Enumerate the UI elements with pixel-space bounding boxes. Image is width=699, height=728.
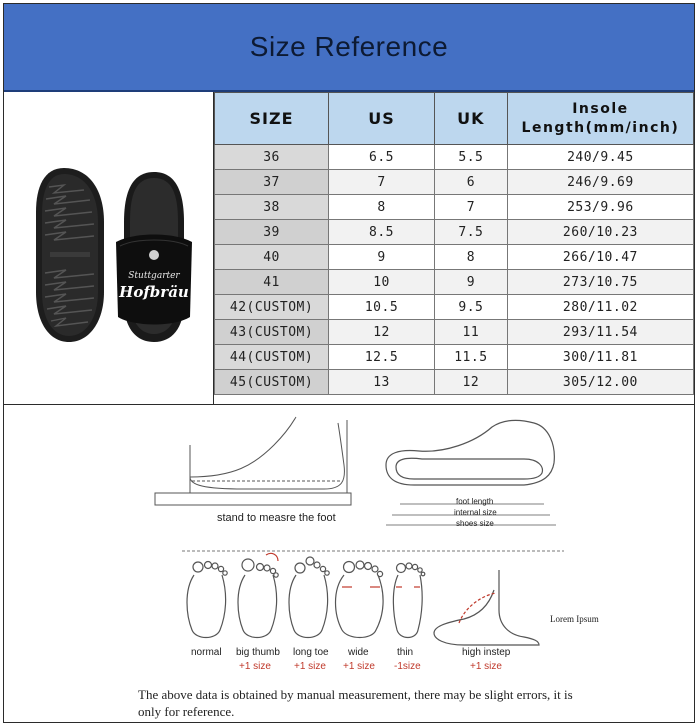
high-instep-foot-icon <box>434 570 539 645</box>
foot-length-label: foot length <box>456 497 494 506</box>
cell-length: 260/10.23 <box>507 220 693 245</box>
adjust-wide: +1 size <box>343 661 375 672</box>
header-us: US <box>329 93 435 145</box>
cell-size: 36 <box>215 145 329 170</box>
cell-uk: 9.5 <box>434 295 507 320</box>
cell-length: 280/11.02 <box>507 295 693 320</box>
stand-caption: stand to measre the foot <box>217 512 336 524</box>
long-toe-foot-icon <box>289 557 329 638</box>
cell-uk: 11.5 <box>434 345 507 370</box>
cell-length: 273/10.75 <box>507 270 693 295</box>
cell-length: 266/10.47 <box>507 245 693 270</box>
lorem-label: Lorem Ipsum <box>550 614 599 624</box>
cell-us: 12 <box>329 320 435 345</box>
cell-length: 293/11.54 <box>507 320 693 345</box>
cell-size: 40 <box>215 245 329 270</box>
type-big-thumb: big thumb <box>236 647 280 658</box>
table-row <box>215 270 694 295</box>
header-size: SIZE <box>215 93 329 145</box>
slide-image <box>116 172 192 342</box>
cell-us: 6.5 <box>329 145 435 170</box>
cell-uk: 5.5 <box>434 145 507 170</box>
cell-us: 7 <box>329 170 435 195</box>
cell-size: 42(CUSTOM) <box>215 295 329 320</box>
cell-us: 8 <box>329 195 435 220</box>
type-thin: thin <box>397 647 414 658</box>
type-wide: wide <box>348 647 369 658</box>
cell-length: 240/9.45 <box>507 145 693 170</box>
table-row <box>215 345 694 370</box>
cell-size: 38 <box>215 195 329 220</box>
cell-length: 246/9.69 <box>507 170 693 195</box>
measurement-guide <box>4 405 694 722</box>
table-row <box>215 170 694 195</box>
cell-length: 305/12.00 <box>507 370 693 395</box>
adjust-big-thumb: +1 size <box>239 661 271 672</box>
guide-illustrations <box>4 405 694 722</box>
cell-us: 12.5 <box>329 345 435 370</box>
disclaimer-note: The above data is obtained by manual measurement, there may be slight errors, it is only for reference. <box>138 687 573 719</box>
header-uk: UK <box>434 93 507 145</box>
header-insole-line2: Length(mm/inch) <box>521 119 680 136</box>
slipper-illustration <box>4 92 214 404</box>
table-row <box>215 145 694 170</box>
type-high-instep: high instep <box>462 647 511 658</box>
cell-us: 10 <box>329 270 435 295</box>
size-table <box>214 92 694 395</box>
big-thumb-foot-icon <box>238 553 278 637</box>
wide-foot-icon <box>336 561 384 638</box>
adjust-thin: -1size <box>394 661 421 672</box>
table-row <box>215 370 694 395</box>
table-header-row <box>215 93 694 145</box>
brand-line-1: Stuttgarter <box>128 271 180 281</box>
cell-uk: 8 <box>434 245 507 270</box>
cell-us: 13 <box>329 370 435 395</box>
cell-uk: 9 <box>434 270 507 295</box>
cell-uk: 12 <box>434 370 507 395</box>
type-normal: normal <box>191 647 222 658</box>
cell-uk: 7.5 <box>434 220 507 245</box>
thin-foot-icon <box>393 563 424 638</box>
header-insole-line1: Insole <box>572 100 629 117</box>
table-row <box>215 220 694 245</box>
cell-size: 43(CUSTOM) <box>215 320 329 345</box>
cell-uk: 7 <box>434 195 507 220</box>
cell-us: 10.5 <box>329 295 435 320</box>
table-row <box>215 195 694 220</box>
internal-size-label: internal size <box>454 508 497 517</box>
type-long-toe: long toe <box>293 647 329 658</box>
table-row <box>215 320 694 345</box>
table-row <box>215 245 694 270</box>
cell-size: 37 <box>215 170 329 195</box>
size-chart-frame <box>3 3 695 723</box>
header-insole <box>507 93 693 145</box>
cell-uk: 6 <box>434 170 507 195</box>
header-banner <box>4 4 694 92</box>
cell-us: 8.5 <box>329 220 435 245</box>
stand-foot-icon <box>155 417 351 505</box>
cell-size: 45(CUSTOM) <box>215 370 329 395</box>
adjust-high-instep: +1 size <box>470 661 502 672</box>
cell-us: 9 <box>329 245 435 270</box>
adjust-long-toe: +1 size <box>294 661 326 672</box>
sole-image <box>36 168 104 342</box>
cell-length: 253/9.96 <box>507 195 693 220</box>
cell-length: 300/11.81 <box>507 345 693 370</box>
cell-size: 44(CUSTOM) <box>215 345 329 370</box>
cell-size: 41 <box>215 270 329 295</box>
product-image <box>4 92 214 404</box>
page-title: Size Reference <box>249 31 449 62</box>
brand-line-2: Hofbräu <box>119 283 189 301</box>
cell-size: 39 <box>215 220 329 245</box>
shoes-size-label: shoes size <box>456 519 494 528</box>
table-row <box>215 295 694 320</box>
cell-uk: 11 <box>434 320 507 345</box>
normal-foot-icon <box>187 562 227 638</box>
